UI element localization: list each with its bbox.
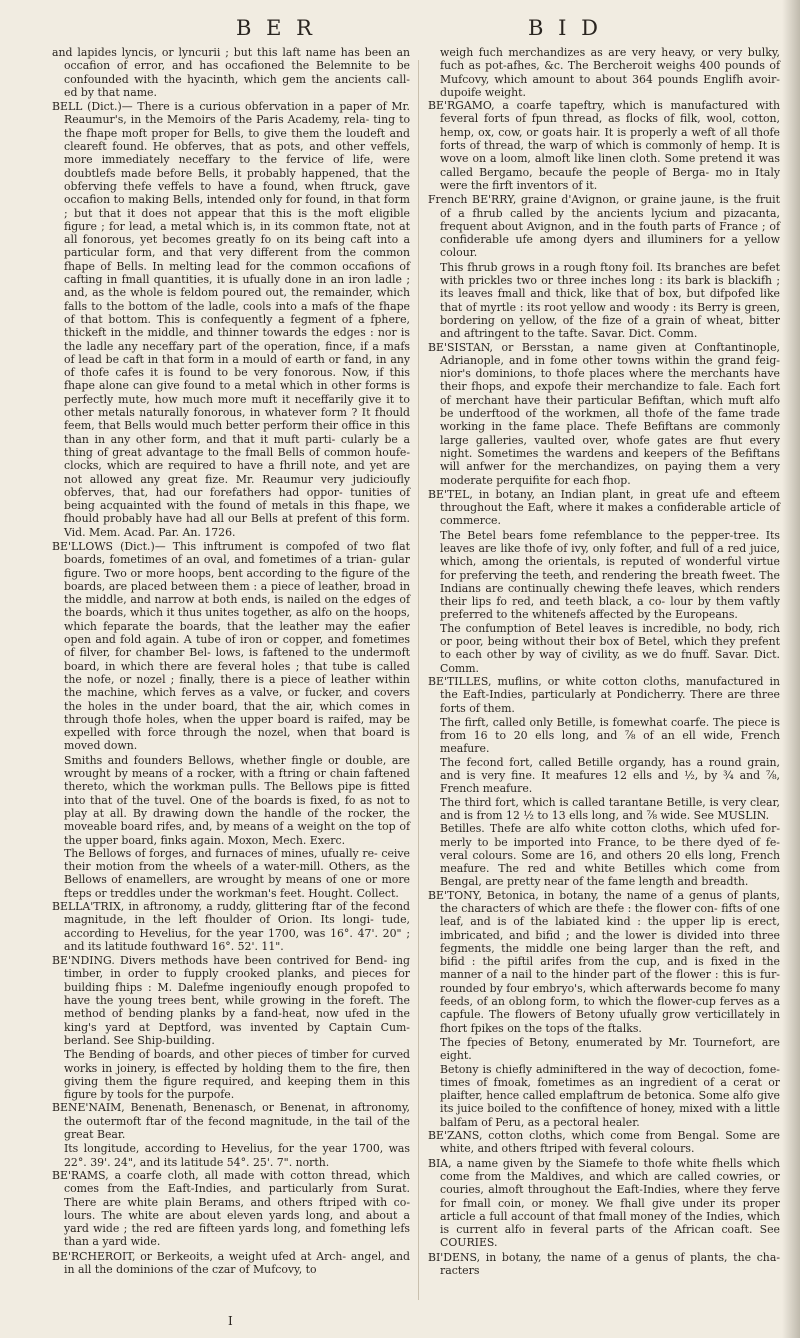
running-header xyxy=(0,8,800,48)
entry-paragraph: The fecond fort, called Betille organdy, has a round grain, and is very fine. It meafures 12 ells and ½, by ¾ and ⅞, French meafure. xyxy=(440,755,780,796)
entry-paragraph: Betony is chiefly adminiftered in the way of decoction, fome- times of fmoak, fometimes as an ingredient of a cerat or plaifter, hence called emplaftrum de betonica. Some alfo give its juice boiled to the confiftence of honey, mixed with a little balfam of Peru, as a pectoral healer. xyxy=(440,1062,780,1129)
dictionary-entry: BE'TONY, Betonica, in botany, the name of a genus of plants, the characters of which are thefe : the flower con- fifts of one leaf, and is of the labiated kind : the upper lip is erect, imbricated, and bifid ; and the lower is divided into three fegments, the middle one being larger than the reft, and bifid : the piftil arifes from the cup, and is fixed in the manner of a nail to the hinder part of the flower : this is fur- rounded by four embryo's, which afterwards become fo many feeds, of an oblong form, to which the flower-cup ferves as a capfule. The flowers of Betony ufually grow verticillately in fhort fpikes on the tops of the ftalks. xyxy=(428,888,780,1035)
entry-paragraph: This fhrub grows in a rough ftony foil. Its branches are befet with prickles two or three inches long : its bark is blackifh ; its leaves fmall and thick, like that of box, but difpofed like that of myrtle : its root yellow and woody : its Berry is green, bordering on yellow, of the fize of a grain of wheat, bitter and aftringent to the tafte. Savar. Dict. Comm. xyxy=(440,260,780,341)
right-column xyxy=(428,46,780,1278)
page-edge-shadow xyxy=(782,0,800,1338)
dictionary-entry: BELL (Dict.)— There is a curious obfervation in a paper of Mr. Reaumur's, in the Memoirs of the Paris Academy, rela- ting to the fhape moft proper for Bells, to give them the loudeft and cleareft found. He obferves, that as pots, and other veffels, more immediately neceffary to the fervice of life, were doubtlefs made before Bells, it probably happened, that the obferving thefe veffels to have a found, when ftruck, gave occafion to making Bells, intended only for found, in that form ; but that it does not appear that this is the moft eligible figure ; for lead, a metal which is, in its common ftate, not at all fonorous, yet becomes greatly fo on its being caft into a particular form, and that very different from the common fhape of Bells. In melting lead for the common occafions of cafting in fmall quantities, it is ufually done in an iron ladle ; and, as the whole is feldom poured out, the remainder, which falls to the bottom of the ladle, cools into a mafs of the fhape of that bottom. This is confequently a fegment of a fphere, thickeft in the middle, and thinner towards the edges : nor is the ladle any neceffary part of the operation, fince, if a mafs of lead be caft in that form in a mould of earth or fand, in any of thofe cafes it is found to be very fonorous. Now, if this fhape alone can give found to a metal which in other forms is perfectly mute, how much more muft it neceffarily give it to other metals naturally fonorous, in whatever form ? It fhould feem, that Bells would much better perform their office in this than in any other form, and that it muft parti- cularly be a thing of great advantage to the fmall Bells of common houfe-clocks, which are required to have a fhrill note, and yet are not allowed any great fize. Mr. Reaumur very judicioufly obferves, that, had our forefathers had oppor- tunities of being acquainted with the found of metals in this fhape, we fhould probably have had all our Bells at prefent of this form. Vid. Mem. Acad. Par. An. 1726. xyxy=(52,100,410,539)
dictionary-entry: and lapides lyncis, or lyncurii ; but this laft name has been an occafion of error, and has occafioned the Belemnite to be confounded with the hyacinth, which gem the ancients call- ed by that name. xyxy=(52,46,410,99)
dictionary-entry: BE'LLOWS (Dict.)— This inftrument is compofed of two flat boards, fometimes of an oval, and fometimes of a trian- gular figure. Two or more hoops, bent according to the figure of the boards, are placed between them : a piece of leather, broad in the middle, and narrow at both ends, is nailed on the edges of the boards, which it thus unites together, as alfo on the hoops, which feparate the boards, that the leather may the eafier open and fold again. A tube of iron or copper, and fometimes of filver, for chamber Bel- lows, is faftened to the undermoft board, in which there are feveral holes ; that tube is called the nofe, or nozel ; finally, there is a piece of leather within the machine, which ferves as a valve, or fucker, and covers the holes in the under board, that the air, which comes in through thofe holes, when the upper board is raifed, may be expelled with force through the nozel, when that board is moved down. xyxy=(52,539,410,753)
entry-paragraph: The Bellows of forges, and furnaces of mines, ufually re- ceive their motion from the wheels of a water-mill. Others, as the Bellows of enamellers, are wrought by means of one or more fteps or treddles under the workman's feet. Hought. Collect. xyxy=(64,846,410,900)
entry-paragraph: Smiths and founders Bellows, whether fingle or double, are wrought by means of a rocker, with a ftring or chain faftened thereto, which the workman pulls. The Bellows pipe is fitted into that of the tuvel. One of the boards is fixed, fo as not to play at all. By drawing down the handle of the rocker, the moveable board rifes, and, by means of a weight on the top of the upper board, finks again. Moxon, Mech. Exerc. xyxy=(64,753,410,847)
header-left-guide-word: B E R xyxy=(236,16,316,40)
dictionary-entry: BE'SISTAN, or Bersstan, a name given at Conftantinople, Adrianople, and in fome other towns within the grand feig- nior's dominions, to thofe places where the merchants have their fhops, and expofe their merchandize to fale. Each fort of merchant have their particular Befiftan, which muft alfo be underftood of the workmen, all thofe of the fame trade working in the fame place. Thefe Befiftans are commonly large galleries, vaulted over, whofe gates are fhut every night. Sometimes the wardens and keepers of the Befiftans will anfwer for the merchandizes, on paying them a very moderate perquifite for each fhop. xyxy=(428,340,780,487)
header-right-guide-word: B I D xyxy=(528,16,602,40)
dictionary-entry: BE'NDING. Divers methods have been contrived for Bend- ing timber, in order to fupply crooked planks, and pieces for building fhips : M. Dalefme ingenioufly enough propofed to have the young trees bent, while growing in the foreft. The method of bending planks by a fand-heat, now ufed in the king's yard at Deptford, was invented by Captain Cum- berland. See Ship-building. xyxy=(52,954,410,1047)
signature-mark: I xyxy=(228,1314,233,1328)
dictionary-entry: BE'TEL, in botany, an Indian plant, in great ufe and efteem throughout the Eaft, where it makes a confiderable article of commerce. xyxy=(428,487,780,528)
dictionary-entry: BI'DENS, in botany, the name of a genus of plants, the cha- racters xyxy=(428,1250,780,1278)
dictionary-entry: BE'ZANS, cotton cloths, which come from Bengal. Some are white, and others ftriped with feveral colours. xyxy=(428,1129,780,1156)
entry-paragraph: The Betel bears fome refemblance to the pepper-tree. Its leaves are like thofe of ivy, only fofter, and full of a red juice, which, among the orientals, is reputed of wonderful virtue for preferving the teeth, and rendering the breath fweet. The Indians are continually chewing thefe leaves, which renders their lips fo red, and teeth black, a co- lour by them vaftly preferred to the whitenefs affected by the Europeans. xyxy=(440,528,780,622)
dictionary-entry: BELLA'TRIX, in aftronomy, a ruddy, glittering ftar of the fecond magnitude, in the left fhoulder of Orion. Its longi- tude, according to Hevelius, for the year 1700, was 16°. 47'. 20" ; and its latitude fouthward 16°. 52'. 11". xyxy=(52,900,410,953)
entry-paragraph: The Bending of boards, and other pieces of timber for curved works in joinery, is effected by holding them to the fire, then giving them the figure required, and keeping them in this figure by tools for the purpofe. xyxy=(64,1048,410,1102)
dictionary-entry: BENE'NAIM, Benenath, Benenasch, or Benenat, in aftronomy, the outermoft ftar of the fecond magnitude, in the tail of the great Bear. xyxy=(52,1101,410,1142)
entry-paragraph: The confumption of Betel leaves is incredible, no body, rich or poor, being without their box of Betel, which they prefent to each other by way of civility, as we do fnuff. Savar. Dict. Comm. xyxy=(440,621,780,675)
dictionary-entry: BE'RCHEROIT, or Berkeoits, a weight ufed at Arch- angel, and in all the dominions of the czar of Mufcovy, to xyxy=(52,1249,410,1277)
dictionary-entry: BE'RAMS, a coarfe cloth, all made with cotton thread, which comes from the Eaft-Indies, and particularly from Surat. There are white plain Berams, and others ftriped with co- lours. The white are about eleven yards long, and about a yard wide ; the red are fifteen yards long, and fomething lefs than a yard wide. xyxy=(52,1168,410,1249)
dictionary-entry: BIA, a name given by the Siamefe to thofe white fhells which come from the Maldives, and which are called cowries, or couries, almoft throughout the Eaft-Indies, where they ferve for fmall coin, or money. We fhall give under its proper article a full account of that fmall money of the Indies, which is current alfo in feveral parts of the African coaft. See COURIES. xyxy=(428,1156,780,1250)
entry-paragraph: Betilles. Thefe are alfo white cotton cloths, which ufed for- merly to be imported into France, to be there dyed of fe- veral colours. Some are 16, and others 20 ells long, French meafure. The red and white Betilles which come from Bengal, are pretty near of the fame length and breadth. xyxy=(440,822,780,889)
entry-paragraph: weigh fuch merchandizes as are very heavy, or very bulky, fuch as pot-afhes, &c. The Bercheroit weighs 400 pounds of Mufcovy, which amount to about 364 pounds Englifh avoir- dupoife weight. xyxy=(440,46,780,99)
entry-paragraph: The third fort, which is called tarantane Betille, is very clear, and is from 12 ½ to 13 ells long, and ⅞ wide. See MUSLIN. xyxy=(440,795,780,822)
entry-paragraph: The firft, called only Betille, is fomewhat coarfe. The piece is from 16 to 20 ells long, and ⅞ of an ell wide, French meafure. xyxy=(440,715,780,756)
entry-paragraph: Its longitude, according to Hevelius, for the year 1700, was 22°. 39'. 24", and its latitude 54°. 25'. 7". north. xyxy=(64,1142,410,1169)
column-divider xyxy=(418,60,419,1300)
entry-paragraph: The fpecies of Betony, enumerated by Mr. Tournefort, are eight. xyxy=(440,1035,780,1063)
left-column xyxy=(52,46,410,1277)
dictionary-entry: BE'RGAMO, a coarfe tapeftry, which is manufactured with feveral forts of fpun thread, as flocks of filk, wool, cotton, hemp, ox, cow, or goats hair. It is properly a weft of all thofe forts of thread, the warp of which is commonly of hemp. It is wove on a loom, almoft like linen cloth. Some pretend it was called Bergamo, becaufe the people of Berga- mo in Italy were the firft inventors of it. xyxy=(428,99,780,192)
dictionary-entry: BE'TILLES, muflins, or white cotton cloths, manufactured in the Eaft-Indies, particularly at Pondicherry. There are three forts of them. xyxy=(428,674,780,715)
dictionary-entry: French BE'RRY, graine d'Avignon, or graine jaune, is the fruit of a fhrub called by the ancients lycium and pizacanta, frequent about Avignon, and in the fouth parts of France ; of confiderable ufe among dyers and illuminers for a yellow colour. xyxy=(428,193,780,260)
